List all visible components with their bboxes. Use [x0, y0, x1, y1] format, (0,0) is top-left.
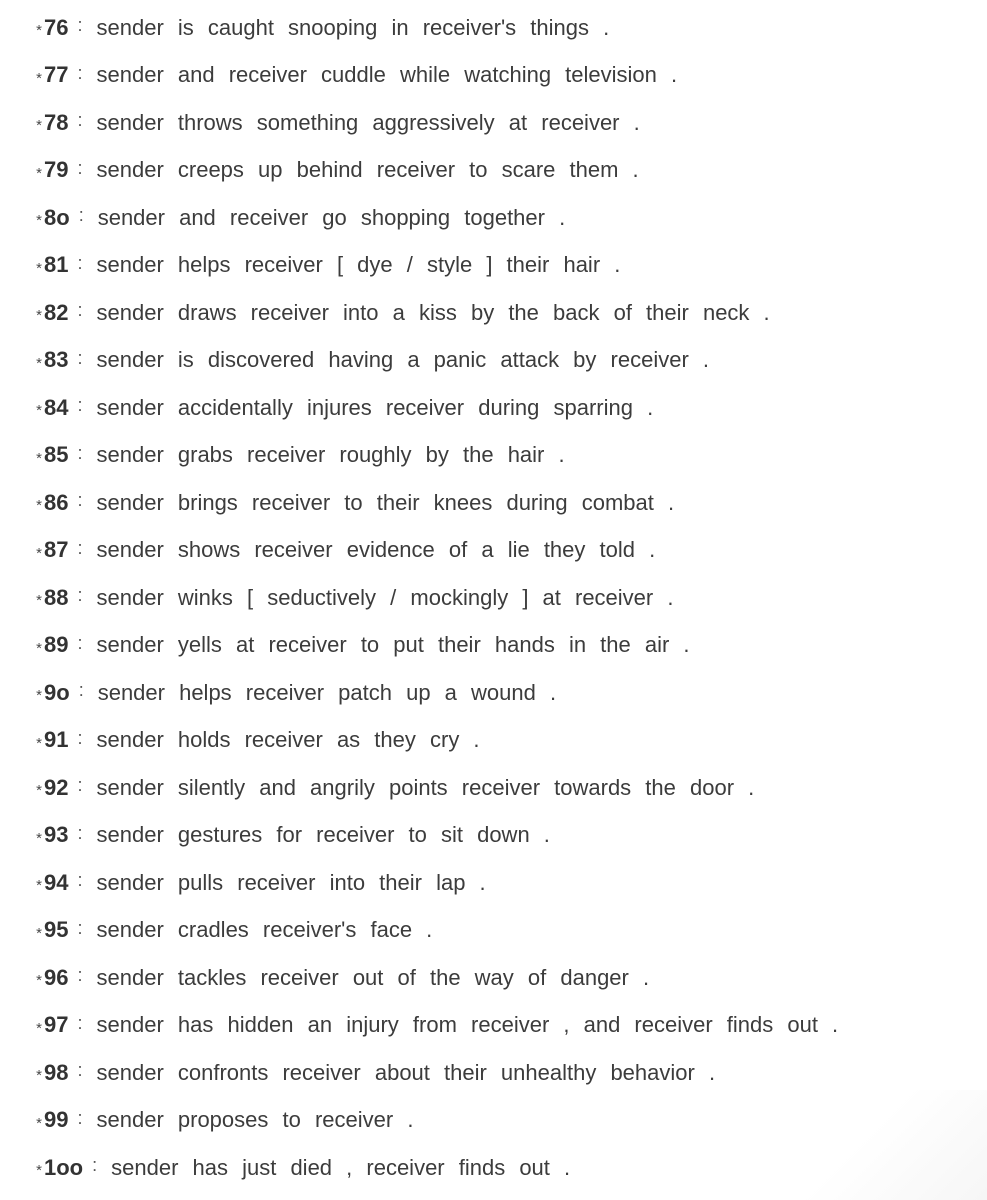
- list-item: [0, 717, 987, 765]
- item-separator: :: [77, 110, 83, 131]
- item-text: sender silently and angrily points receiver towards the door .: [96, 774, 755, 800]
- list-item: [0, 1097, 987, 1145]
- asterisk-bullet-icon: *: [36, 69, 42, 87]
- item-number: 89: [44, 632, 69, 658]
- list-item: [0, 4, 987, 52]
- list-item: [0, 527, 987, 575]
- asterisk-bullet-icon: *: [36, 1162, 42, 1180]
- item-separator: :: [77, 632, 83, 653]
- item-separator: :: [77, 252, 83, 273]
- asterisk-bullet-icon: *: [36, 22, 42, 40]
- item-separator: :: [77, 300, 83, 321]
- item-text: sender holds receiver as they cry .: [96, 727, 480, 753]
- asterisk-bullet-icon: *: [36, 164, 42, 182]
- asterisk-bullet-icon: *: [36, 259, 42, 277]
- item-number: 85: [44, 442, 69, 468]
- item-number: 91: [44, 727, 69, 753]
- item-text: sender is caught snooping in receiver's things .: [96, 14, 610, 40]
- list-item: [0, 622, 987, 670]
- asterisk-bullet-icon: *: [36, 1114, 42, 1132]
- list-item: [0, 669, 987, 717]
- item-number: 84: [44, 394, 69, 420]
- asterisk-bullet-icon: *: [36, 1067, 42, 1085]
- item-text: sender cradles receiver's face .: [96, 917, 433, 943]
- item-separator: :: [77, 965, 83, 986]
- item-separator: :: [77, 822, 83, 843]
- item-separator: :: [92, 1155, 98, 1176]
- asterisk-bullet-icon: *: [36, 544, 42, 562]
- list-item: [0, 432, 987, 480]
- item-separator: :: [77, 585, 83, 606]
- item-text: sender has hidden an injury from receiver , and receiver finds out .: [96, 1012, 839, 1038]
- item-text: sender yells at receiver to put their hands in the air .: [96, 632, 690, 658]
- list-item: [0, 242, 987, 290]
- item-separator: :: [77, 395, 83, 416]
- asterisk-bullet-icon: *: [36, 734, 42, 752]
- item-separator: :: [78, 205, 84, 226]
- item-text: sender pulls receiver into their lap .: [96, 869, 486, 895]
- item-text: sender shows receiver evidence of a lie they told .: [96, 537, 656, 563]
- asterisk-bullet-icon: *: [36, 877, 42, 895]
- item-separator: :: [77, 917, 83, 938]
- item-text: sender grabs receiver roughly by the hair .: [96, 442, 565, 468]
- asterisk-bullet-icon: *: [36, 212, 42, 230]
- item-text: sender winks [ seductively / mockingly ] at receiver .: [96, 584, 674, 610]
- item-number: 93: [44, 822, 69, 848]
- item-number: 81: [44, 252, 69, 278]
- asterisk-bullet-icon: *: [36, 449, 42, 467]
- asterisk-bullet-icon: *: [36, 687, 42, 705]
- item-number: 96: [44, 964, 69, 990]
- item-text: sender helps receiver patch up a wound .: [97, 679, 557, 705]
- item-number: 86: [44, 489, 69, 515]
- item-number: 82: [44, 299, 69, 325]
- list-item: [0, 954, 987, 1002]
- item-text: sender throws something aggressively at receiver .: [96, 109, 640, 135]
- asterisk-bullet-icon: *: [36, 354, 42, 372]
- item-text: sender brings receiver to their knees during combat .: [96, 489, 675, 515]
- item-number: 97: [44, 1012, 69, 1038]
- asterisk-bullet-icon: *: [36, 402, 42, 420]
- item-number: 76: [44, 14, 69, 40]
- list-item: [0, 289, 987, 337]
- item-number: 98: [44, 1059, 69, 1085]
- item-number: 87: [44, 537, 69, 563]
- asterisk-bullet-icon: *: [36, 307, 42, 325]
- asterisk-bullet-icon: *: [36, 497, 42, 515]
- item-number: 94: [44, 869, 69, 895]
- item-text: sender draws receiver into a kiss by the back of their neck .: [96, 299, 770, 325]
- list-item: [0, 859, 987, 907]
- list-item: [0, 1002, 987, 1050]
- list-item: [0, 907, 987, 955]
- list-item: [0, 1144, 987, 1192]
- item-text: sender gestures for receiver to sit down .: [96, 822, 550, 848]
- asterisk-bullet-icon: *: [36, 1019, 42, 1037]
- list-item: [0, 574, 987, 622]
- item-separator: :: [77, 1012, 83, 1033]
- list-item: [0, 52, 987, 100]
- item-number: 92: [44, 774, 69, 800]
- item-separator: :: [77, 775, 83, 796]
- list-item: [0, 384, 987, 432]
- item-separator: :: [78, 680, 84, 701]
- list-item: [0, 812, 987, 860]
- list-item: [0, 479, 987, 527]
- item-separator: :: [77, 490, 83, 511]
- item-text: sender and receiver go shopping together .: [97, 204, 566, 230]
- item-text: sender confronts receiver about their unhealthy behavior .: [96, 1059, 716, 1085]
- asterisk-bullet-icon: *: [36, 639, 42, 657]
- list-item: [0, 1049, 987, 1097]
- item-separator: :: [77, 1107, 83, 1128]
- asterisk-bullet-icon: *: [36, 592, 42, 610]
- item-separator: :: [77, 870, 83, 891]
- item-number: 83: [44, 347, 69, 373]
- item-separator: :: [77, 157, 83, 178]
- list-item: [0, 337, 987, 385]
- asterisk-bullet-icon: *: [36, 972, 42, 990]
- item-number: 79: [44, 157, 69, 183]
- list-item: [0, 99, 987, 147]
- item-text: sender and receiver cuddle while watching television .: [96, 62, 678, 88]
- item-text: sender accidentally injures receiver during sparring .: [96, 394, 654, 420]
- item-text: sender creeps up behind receiver to scare them .: [96, 157, 639, 183]
- item-text: sender is discovered having a panic attack by receiver .: [96, 347, 710, 373]
- list-item: [0, 764, 987, 812]
- item-number: 78: [44, 109, 69, 135]
- item-number: 88: [44, 584, 69, 610]
- prompt-list: [0, 4, 987, 1192]
- item-number: 99: [44, 1107, 69, 1133]
- item-number: 9o: [44, 679, 70, 705]
- item-number: 95: [44, 917, 69, 943]
- item-number: 1oo: [44, 1154, 84, 1180]
- list-item: [0, 194, 987, 242]
- item-number: 8o: [44, 204, 70, 230]
- item-text: sender helps receiver [ dye / style ] their hair .: [96, 252, 621, 278]
- item-separator: :: [77, 537, 83, 558]
- item-separator: :: [77, 62, 83, 83]
- asterisk-bullet-icon: *: [36, 829, 42, 847]
- item-number: 77: [44, 62, 69, 88]
- asterisk-bullet-icon: *: [36, 782, 42, 800]
- item-separator: :: [77, 442, 83, 463]
- item-separator: :: [77, 727, 83, 748]
- list-item: [0, 147, 987, 195]
- asterisk-bullet-icon: *: [36, 924, 42, 942]
- item-text: sender proposes to receiver .: [96, 1107, 414, 1133]
- item-text: sender has just died , receiver finds out .: [111, 1154, 571, 1180]
- item-separator: :: [77, 1060, 83, 1081]
- item-separator: :: [77, 347, 83, 368]
- asterisk-bullet-icon: *: [36, 117, 42, 135]
- item-text: sender tackles receiver out of the way of danger .: [96, 964, 650, 990]
- item-separator: :: [77, 15, 83, 36]
